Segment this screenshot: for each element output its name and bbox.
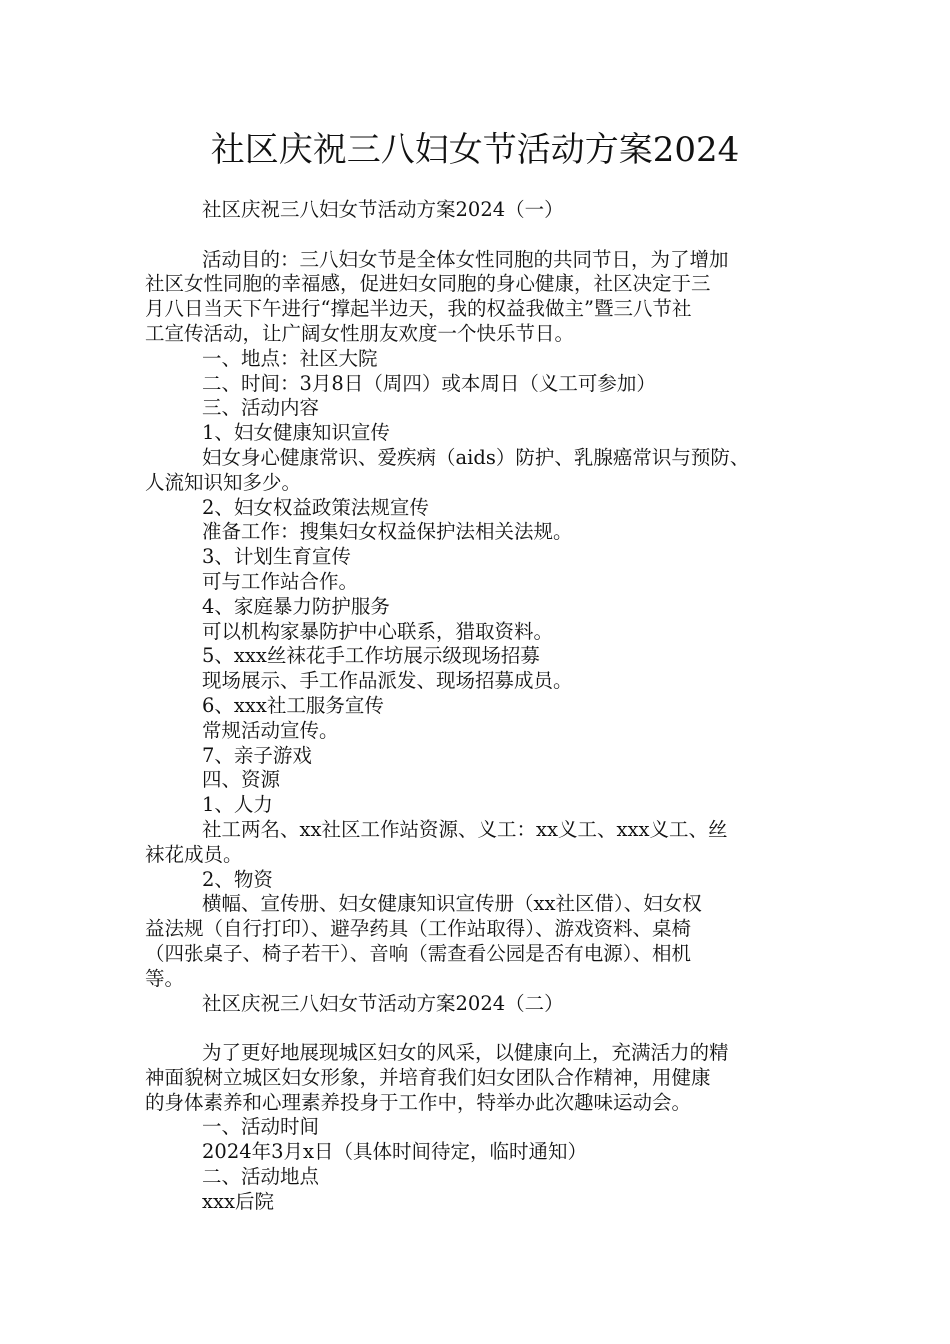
document-body <box>145 198 810 1215</box>
paragraph-line: 社区女性同胞的幸福感，促进妇女同胞的身心健康，社区决定于三 <box>145 272 711 296</box>
item-heading: 1、妇女健康知识宣传 <box>202 421 390 445</box>
item-description: 可与工作站合作。 <box>202 569 359 593</box>
blank-line <box>145 223 810 248</box>
item-description: 准备工作：搜集妇女权益保护法相关法规。 <box>202 520 573 544</box>
paragraph-line: 的身体素养和心理素养投身于工作中，特举办此次趣味运动会。 <box>145 1090 692 1114</box>
human-description: 社工两名、xx社区工作站资源、义工：xx义工、xxx义工、丝 <box>202 817 728 841</box>
resources-heading: 四、资源 <box>202 768 281 792</box>
place-heading: 二、活动地点 <box>202 1165 320 1189</box>
materials-description: 等。 <box>145 966 185 990</box>
time-line: 2024年3月x日（具体时间待定，临时通知） <box>202 1140 588 1164</box>
item-description: 妇女身心健康常识、爱疾病（aids）防护、乳腺癌常识与预防、 <box>202 445 750 469</box>
blank-line <box>145 1016 810 1041</box>
materials-description: 益法规（自行打印）、避孕药具（工作站取得）、游戏资料、桌椅 <box>145 917 692 941</box>
time-heading: 一、活动时间 <box>202 1115 320 1139</box>
materials-description: 横幅、宣传册、妇女健康知识宣传册（xx社区借）、妇女权 <box>202 892 702 916</box>
place-line: xxx后院 <box>202 1189 274 1213</box>
paragraph-line: 工宣传活动，让广阔女性朋友欢度一个快乐节日。 <box>145 321 575 345</box>
item-description: 人流知识知多少。 <box>145 470 302 494</box>
section-heading: 社区庆祝三八妇女节活动方案2024（二） <box>202 991 564 1015</box>
section-heading: 社区庆祝三八妇女节活动方案2024（一） <box>202 198 564 221</box>
human-description: 袜花成员。 <box>145 842 243 866</box>
item-heading: 4、家庭暴力防护服务 <box>202 594 390 618</box>
document-title: 社区庆祝三八妇女节活动方案2024 <box>210 130 740 170</box>
location-line: 一、地点：社区大院 <box>202 346 378 370</box>
time-line: 二、时间：3月8日（周四）或本周日（义工可参加） <box>202 371 656 395</box>
item-heading: 5、xxx丝袜花手工作坊展示级现场招募 <box>202 644 540 668</box>
item-heading: 3、计划生育宣传 <box>202 545 351 569</box>
human-heading: 1、人力 <box>202 793 273 817</box>
paragraph-line: 月八日当天下午进行“撑起半边天，我的权益我做主”暨三八节社 <box>145 297 692 321</box>
materials-description: （四张桌子、椅子若干）、音响（需查看公园是否有电源）、相机 <box>145 941 692 965</box>
content-heading: 三、活动内容 <box>202 396 320 420</box>
item-description: 可以机构家暴防护中心联系，猎取资料。 <box>202 619 554 643</box>
item-heading: 7、亲子游戏 <box>202 743 312 767</box>
materials-heading: 2、物资 <box>202 867 273 891</box>
paragraph-line: 神面貌树立城区妇女形象，并培育我们妇女团队合作精神，用健康 <box>145 1065 711 1089</box>
paragraph-line: 活动目的：三八妇女节是全体女性同胞的共同节日，为了增加 <box>202 247 729 271</box>
item-description: 现场展示、手工作品派发、现场招募成员。 <box>202 669 573 693</box>
item-description: 常规活动宣传。 <box>202 718 339 742</box>
item-heading: 2、妇女权益政策法规宣传 <box>202 495 429 519</box>
item-heading: 6、xxx社工服务宣传 <box>202 693 384 717</box>
paragraph-line: 为了更好地展现城区妇女的风采，以健康向上，充满活力的精 <box>202 1041 729 1065</box>
